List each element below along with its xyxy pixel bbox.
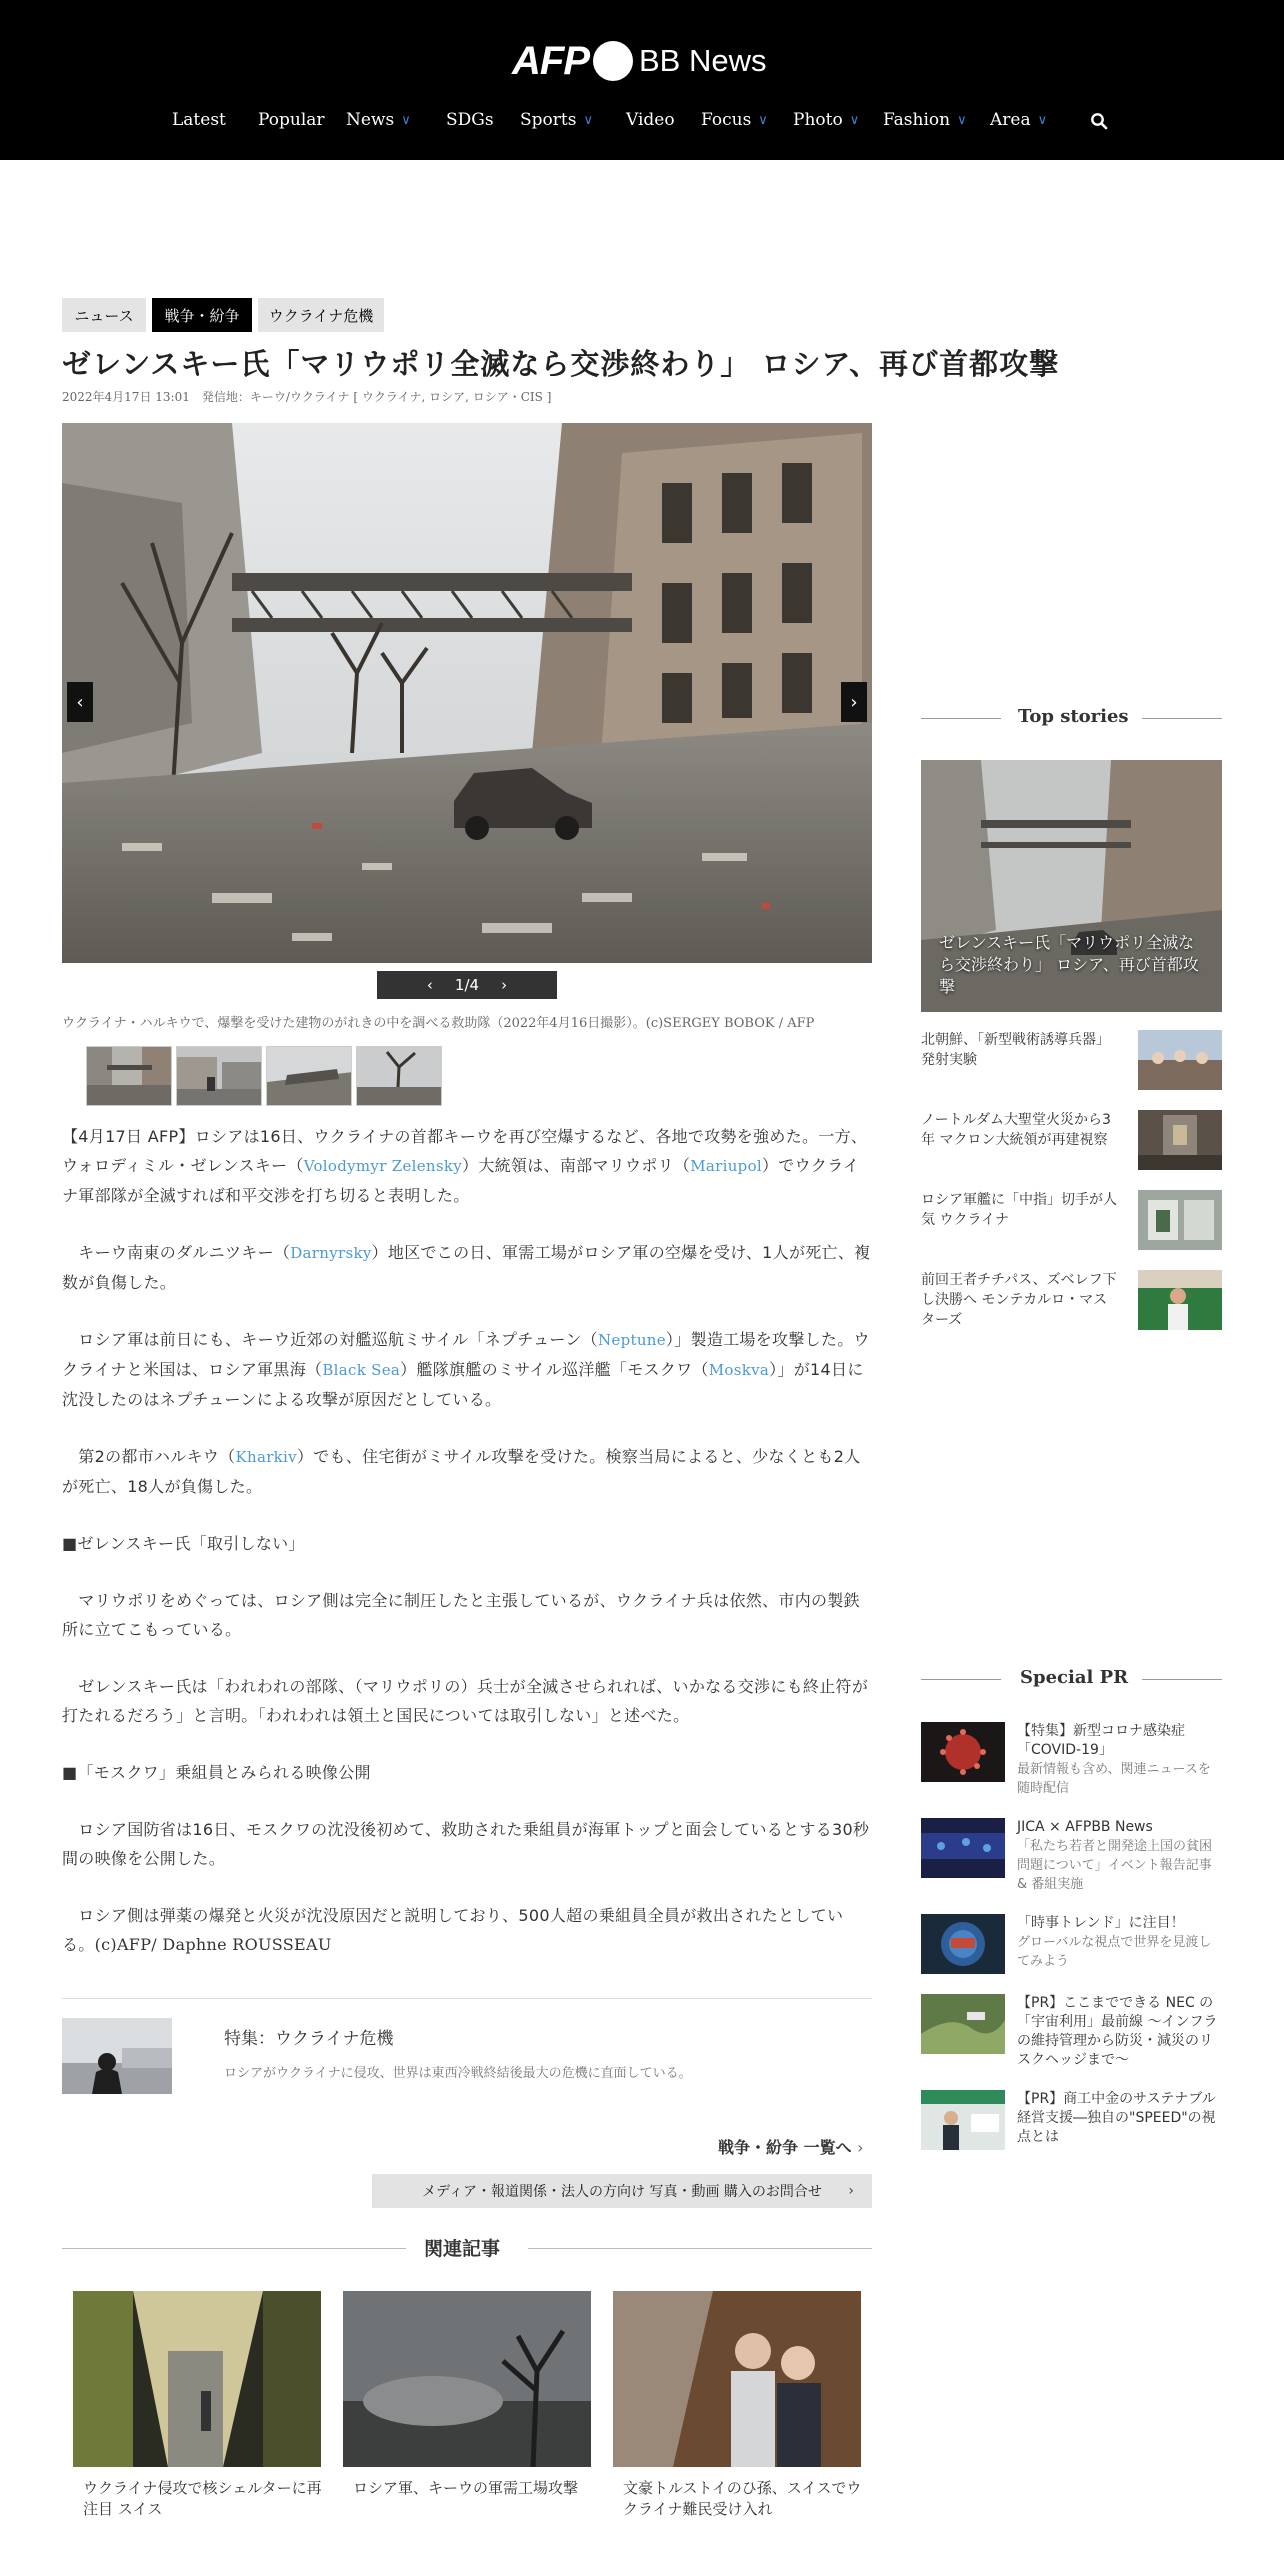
divider: [1142, 718, 1222, 719]
pr-title: JICA × AFPBB News 「私たち若者と開発途上国の貧困問題について」イベント報告記事 & 番組実施: [1017, 1819, 1213, 1892]
chevron-right-icon: ›: [850, 691, 858, 713]
story-thumbnail: [1138, 1270, 1222, 1330]
feature-description: ロシアがウクライナに侵攻、世界は東西冷戦終結後最大の危機に直面している。: [224, 2066, 692, 2081]
list-link-label: 戦争・紛争 一覧へ: [718, 2138, 852, 2157]
divider: [62, 2248, 406, 2249]
article-title: ゼレンスキー氏「マリウポリ全滅なら交渉終わり」 ロシア、再び首都攻撃: [62, 347, 1060, 381]
divider: [1142, 1679, 1222, 1680]
top-story-item[interactable]: [921, 1190, 1222, 1254]
chevron-down-icon: ∨: [583, 112, 593, 128]
nav-focus-label: Focus: [701, 110, 752, 130]
divider: [528, 2248, 872, 2249]
nav-video[interactable]: [626, 110, 675, 130]
related-title-2[interactable]: ロシア軍、キーウの軍需工場攻撃: [353, 2479, 579, 2497]
article-body: [62, 1122, 872, 1987]
nav-photo-label: Photo: [793, 110, 843, 130]
prev-photo-button[interactable]: [67, 682, 93, 722]
war-conflict-list-link[interactable]: [718, 2135, 864, 2158]
keyword-link[interactable]: Black Sea: [322, 1361, 401, 1379]
pr-title: 【PR】ここまでできる NEC の「宇宙利用」最前線 ～インフラの維持管理から防災・減災のリスクヘッジまで～: [1017, 1995, 1218, 2068]
logo-bb-text: BB News: [639, 43, 767, 78]
afpbb-logo[interactable]: [512, 36, 766, 86]
feature-thumbnail[interactable]: [62, 2018, 172, 2094]
paragraph: キーウ南東のダルニツキー（Darnyrsky）地区でこの日、軍需工場がロシア軍の空爆を受け、1人が死亡、複数が負傷した。: [62, 1243, 871, 1292]
nav-area[interactable]: [990, 110, 1047, 130]
top-story-item[interactable]: [921, 1110, 1222, 1174]
chevron-down-icon: ∨: [758, 112, 768, 128]
photo-thumbnail-1[interactable]: [86, 1046, 172, 1106]
nav-photo[interactable]: [793, 110, 859, 130]
photo-thumbnail-2[interactable]: [176, 1046, 262, 1106]
keyword-link[interactable]: Neptune: [597, 1331, 666, 1349]
chevron-down-icon: ∨: [401, 112, 411, 128]
chevron-down-icon: ∨: [849, 112, 860, 128]
tag-war-conflict[interactable]: 戦争・紛争: [152, 298, 252, 332]
related-heading: 関連記事: [424, 2238, 501, 2260]
top-story-item[interactable]: [921, 1270, 1222, 1334]
story-title: 前回王者チチパス、ズベレフ下し決勝へ モンテカルロ・マスターズ: [921, 1272, 1117, 1328]
paragraph: ロシア側は弾薬の爆発と火災が沈没原因だと説明しており、500人超の乗組員全員が救出されたとしている。(c)AFP/ Daphne ROUSSEAU: [62, 1906, 844, 1954]
chevron-left-icon: ‹: [76, 691, 84, 713]
pr-item[interactable]: [921, 1722, 1222, 1796]
pr-item[interactable]: [921, 2090, 1222, 2160]
keyword-link[interactable]: Mariupol: [690, 1157, 762, 1175]
special-pr-heading: Special PR: [1020, 1667, 1129, 1688]
logo-afp-text: AFP: [512, 38, 589, 83]
pr-thumbnail: [921, 1818, 1005, 1878]
related-image-2[interactable]: [343, 2291, 591, 2467]
chevron-down-icon: ∨: [1037, 112, 1048, 128]
photo-thumbnail-4[interactable]: [356, 1046, 442, 1106]
nav-sdgs-label: SDGs: [446, 110, 494, 130]
nav-fashion-label: Fashion: [883, 110, 951, 130]
divider: [921, 1679, 1001, 1680]
photo-thumbnail-3[interactable]: [266, 1046, 352, 1106]
related-title-3[interactable]: 文豪トルストイのひ孫、スイスでウクライナ難民受け入れ: [623, 2479, 862, 2518]
story-thumbnail: [1138, 1110, 1222, 1170]
paragraph: ゼレンスキー氏は「われわれの部隊、（マリウポリの）兵士が全滅させられれば、いかなる交渉にも終止符が打たれるだろう」と言明。「われわれは領土と国民については取引しない」と述べた。: [62, 1677, 869, 1725]
feature-title[interactable]: 特集：ウクライナ危機: [224, 2029, 394, 2049]
nav-sdgs[interactable]: [446, 110, 494, 130]
divider: [62, 1998, 872, 1999]
pr-thumbnail: [921, 1994, 1005, 2054]
nav-latest-label: Latest: [172, 110, 226, 130]
pr-title: 「時事トレンド」に注目！ グローバルな視点で世界を見渡してみよう: [1017, 1915, 1212, 1969]
pr-title: 【特集】新型コロナ感染症「COVID-19」 最新情報も含め、関連ニュースを随時配信: [1017, 1723, 1211, 1796]
logo-circle: [593, 41, 633, 81]
photo-pager: [377, 971, 557, 999]
chevron-down-icon: ∨: [957, 112, 967, 128]
main-photo[interactable]: [62, 423, 872, 963]
paragraph: 【4月17日 AFP】ロシアは16日、ウクライナの首都キーウを再び空爆するなど、各地で攻勢を強めた。一方、ウォロディミル・ゼレンスキー（Volodymyr Zelensky）大統領は、南部マリウポリ（Mariupol）でウクライナ軍部隊が全滅すれば和平交渉を打ち切ると表明した。: [62, 1127, 868, 1205]
search-icon[interactable]: [1090, 112, 1108, 130]
article-meta: 2022年4月17日 13:01 発信地：キーウ/ウクライナ [ ウクライナ, ロシア, ロシア・CIS ]: [62, 390, 552, 404]
pager-count: 1/4: [454, 976, 480, 994]
story-thumbnail: [1138, 1030, 1222, 1090]
chevron-right-icon: ›: [857, 2138, 864, 2157]
top-story-item[interactable]: [921, 1030, 1222, 1094]
divider: [921, 718, 1001, 719]
pr-item[interactable]: [921, 1818, 1222, 1892]
nav-popular[interactable]: [258, 110, 325, 130]
keyword-link[interactable]: Kharkiv: [235, 1448, 297, 1466]
credit: (c)AFP/ Daphne ROUSSEAU: [94, 1935, 332, 1954]
paragraph: ロシア国防省は16日、モスクワの沈没後初めて、救助された乗組員が海軍トップと面会しているとする30秒間の映像を公開した。: [62, 1820, 870, 1868]
pr-thumbnail: [921, 1722, 1005, 1782]
tag-news[interactable]: ニュース: [62, 298, 146, 332]
chevron-right-icon: ›: [848, 2183, 854, 2199]
top-story-feature-title: ゼレンスキー氏「マリウポリ全滅なら交渉終わり」 ロシア、再び首都攻撃: [939, 933, 1199, 996]
top-story-feature[interactable]: [921, 760, 1222, 1012]
nav-focus[interactable]: [701, 110, 768, 130]
related-title-1[interactable]: ウクライナ侵攻で核シェルターに再注目 スイス: [83, 2479, 322, 2518]
paragraph: マリウポリをめぐっては、ロシア側は完全に制圧したと主張しているが、ウクライナ兵は依然、市内の製鉄所に立てこもっている。: [62, 1591, 860, 1639]
nav-latest[interactable]: [172, 110, 226, 130]
pr-item[interactable]: [921, 1994, 1222, 2068]
nav-sports[interactable]: [520, 110, 593, 130]
pr-item[interactable]: [921, 1914, 1222, 1984]
related-image-3[interactable]: [613, 2291, 861, 2467]
pr-title: 【PR】商工中金のサステナブル経営支援―独自の"SPEED"の視点とは: [1017, 2091, 1216, 2145]
pr-thumbnail: [921, 2090, 1005, 2150]
paragraph: 第2の都市ハルキウ（Kharkiv）でも、住宅街がミサイル攻撃を受けた。検察当局によると、少なくとも2人が死亡、18人が負傷した。: [62, 1447, 861, 1496]
nav-fashion[interactable]: [883, 110, 967, 130]
site-header: [0, 0, 1284, 160]
pager-prev-icon[interactable]: ‹: [426, 976, 433, 994]
top-stories-heading: Top stories: [1018, 706, 1129, 727]
story-title: ノートルダム大聖堂火災から3年 マクロン大統領が再建視察: [921, 1112, 1111, 1148]
paragraph: ロシア軍は前日にも、キーウ近郊の対艦巡航ミサイル「ネプチューン（Neptune）」製造工場を攻撃した。ウクライナと米国は、ロシア軍黒海（Black Sea）艦隊旗艦のミサイル巡洋艦「モスクワ（Moskva）」が14日に沈没したのはネプチューンによる攻撃が原因だとしている。: [62, 1330, 870, 1409]
related-image-1[interactable]: [73, 2291, 321, 2467]
nav-video-label: Video: [626, 110, 675, 130]
contact-button-label: メディア・報道関係・法人の方向け 写真・動画 購入のお問合せ: [422, 2184, 822, 2200]
tag-ukraine-crisis[interactable]: ウクライナ危機: [258, 298, 384, 332]
keyword-link[interactable]: Volodymyr Zelensky: [303, 1157, 463, 1175]
nav-news[interactable]: [346, 110, 411, 130]
subheading: ■ゼレンスキー氏「取引しない」: [62, 1534, 305, 1553]
story-thumbnail: [1138, 1190, 1222, 1250]
photo-caption: ウクライナ・ハルキウで、爆撃を受けた建物のがれきの中を調べる救助隊（2022年4月16日撮影）。(c)SERGEY BOBOK / AFP: [62, 1016, 815, 1031]
pager-next-icon[interactable]: ›: [501, 976, 508, 994]
nav-popular-label: Popular: [258, 110, 325, 130]
keyword-link[interactable]: Darnyrsky: [290, 1244, 372, 1262]
subheading: ■「モスクワ」乗組員とみられる映像公開: [62, 1763, 371, 1782]
story-title: 北朝鮮、「新型戦術誘導兵器」発射実験: [921, 1032, 1110, 1068]
keyword-link[interactable]: Moskva: [708, 1361, 770, 1379]
next-photo-button[interactable]: [841, 682, 867, 722]
story-title: ロシア軍艦に「中指」切手が人気 ウクライナ: [921, 1192, 1117, 1228]
pr-thumbnail: [921, 1914, 1005, 1974]
contact-purchase-button[interactable]: [372, 2174, 872, 2208]
nav-sports-label: Sports: [520, 110, 577, 130]
nav-news-label: News: [346, 110, 395, 130]
nav-area-label: Area: [990, 110, 1031, 130]
